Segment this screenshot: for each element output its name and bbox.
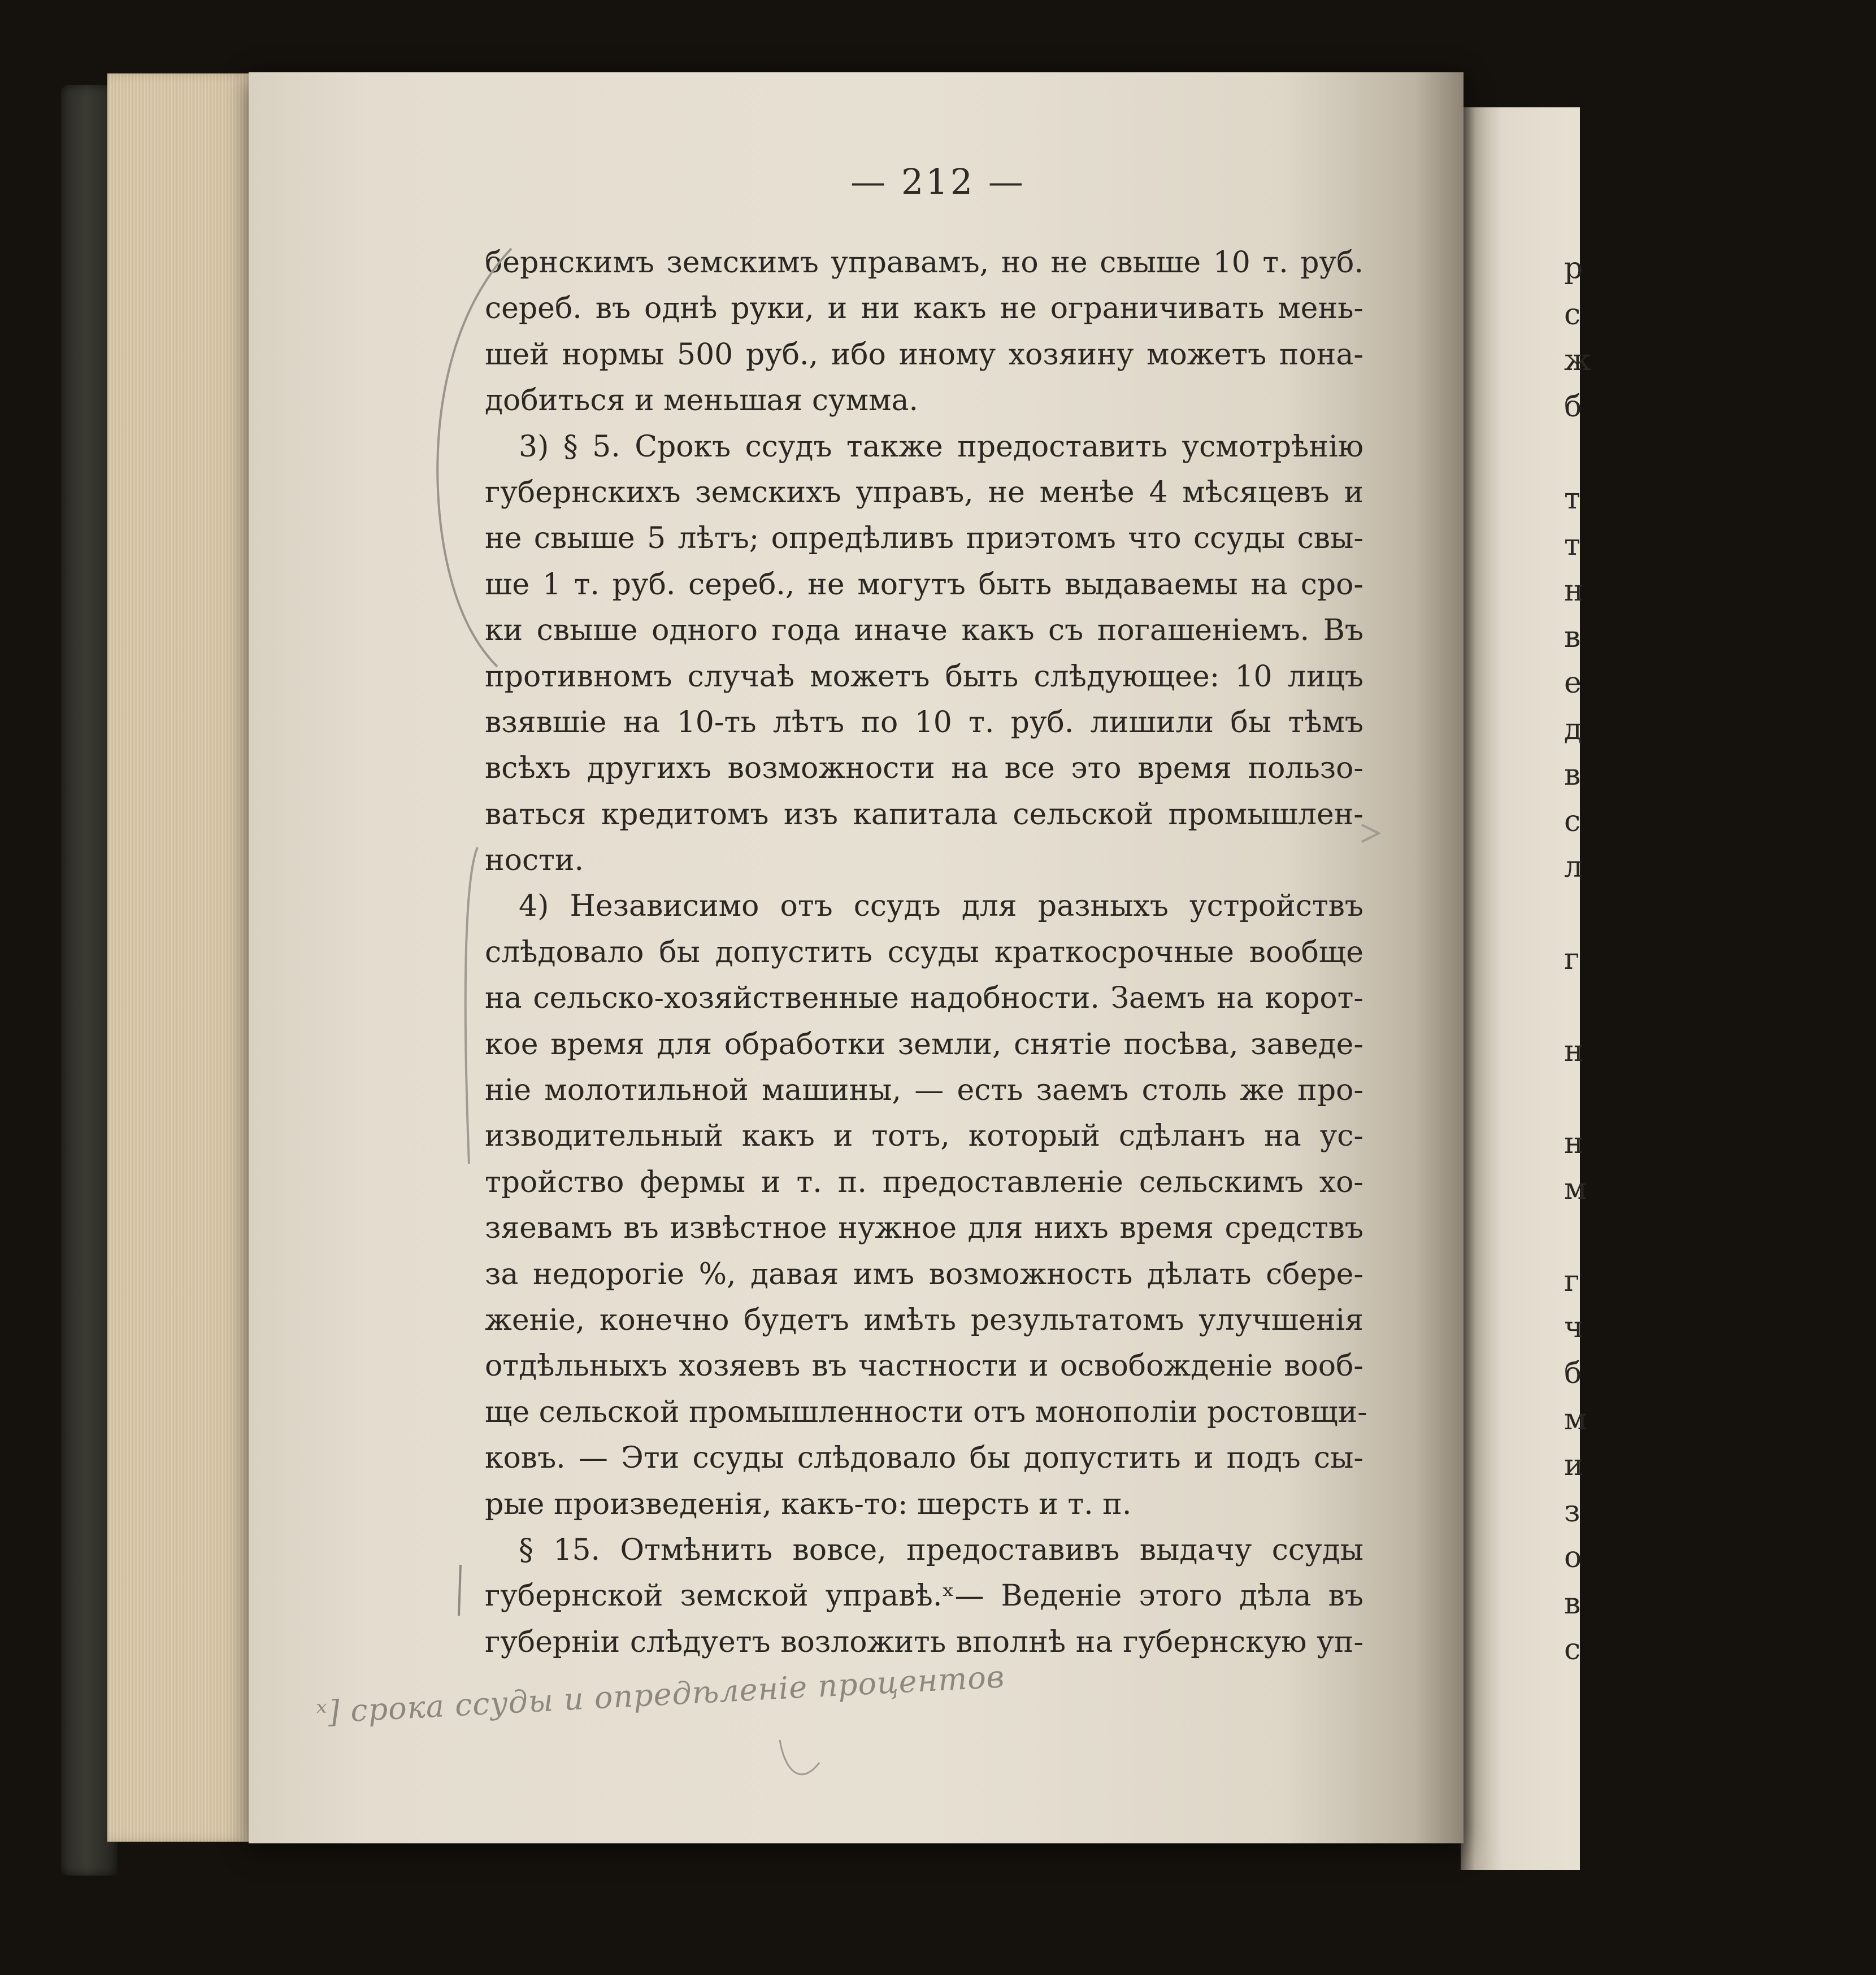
text-line: ваться кредитомъ изъ капитала сельской промышлен- — [485, 797, 1363, 832]
text-line: женіе, конечно будетъ имѣть результатомъ улучшенія — [485, 1303, 1363, 1337]
text-line: рые произведенія, какъ-то: шерсть и т. п. — [485, 1487, 1132, 1521]
facing-page-letter: н — [1564, 1034, 1584, 1068]
text-line: слѣдовало бы допустить ссуды краткосрочные вообще — [485, 935, 1363, 969]
text-line: тройство фермы и т. п. предоставленіе сельскимъ хо- — [485, 1165, 1363, 1199]
text-line: губернскихъ земскихъ управъ, не менѣе 4 мѣсяцевъ и — [485, 475, 1363, 510]
page-number: — 212 — — [850, 161, 1026, 202]
text-line: добиться и меньшая сумма. — [485, 384, 919, 418]
text-line: ше 1 т. руб. сереб., не могутъ быть выдаваемы на сро- — [485, 567, 1363, 602]
text-line: зяевамъ въ извѣстное нужное для нихъ время средствъ — [485, 1211, 1363, 1246]
margin-bracket-mark — [466, 847, 477, 1164]
facing-page-letter: м — [1564, 1172, 1587, 1206]
facing-page-letter: в — [1564, 620, 1581, 654]
text-line: губерніи слѣдуетъ возложить вполнѣ на губернскую уп- — [485, 1625, 1363, 1659]
text-line: § 15. Отмѣнить вовсе, предоставивъ выдачу ссуды — [519, 1533, 1363, 1567]
handwritten-annotation: ˣ] срока ссуды и опредѣленіе процентов — [315, 1659, 1006, 1730]
facing-page-letter: г — [1564, 942, 1580, 976]
facing-page-letter: в — [1564, 758, 1581, 792]
text-line: сереб. въ однѣ руки, и ни какъ не ограничивать мень- — [485, 292, 1363, 326]
facing-page-letter: в — [1564, 1587, 1581, 1621]
facing-page-letter: г — [1564, 1264, 1580, 1298]
facing-page-letter: н — [1564, 1126, 1584, 1160]
facing-page-letter: с — [1564, 804, 1581, 838]
text-line: противномъ случаѣ можетъ быть слѣдующее: 10 лицъ — [485, 659, 1363, 694]
facing-page-letter: д — [1564, 712, 1583, 746]
text-line: ковъ. — Эти ссуды слѣдовало бы допустить и подъ сы- — [485, 1441, 1363, 1476]
text-line: ніе молотильной машины, — есть заемъ столь же про- — [485, 1073, 1363, 1108]
margin-bracket-mark — [437, 249, 511, 667]
facing-page-letter: ч — [1564, 1311, 1584, 1345]
text-line: шей нормы 500 руб., ибо иному хозяину можетъ пона- — [485, 337, 1363, 372]
text-line: ще сельской промышленности отъ монополіи ростовщи- — [485, 1395, 1367, 1429]
text-line: на сельско-хозяйственные надобности. Заемъ на корот- — [485, 981, 1363, 1016]
facing-page-letter: и — [1564, 1448, 1584, 1482]
margin-line-mark — [459, 1565, 461, 1616]
facing-page-letter: е — [1564, 666, 1582, 700]
facing-page-letter: т — [1564, 528, 1580, 562]
text-line: ности. — [485, 843, 584, 878]
facing-page-letter: л — [1564, 850, 1583, 884]
text-line: взявшіе на 10-ть лѣтъ по 10 т. руб. лишили бы тѣмъ — [485, 705, 1363, 739]
text-line: отдѣльныхъ хозяевъ въ частности и освобожденіе вооб- — [485, 1349, 1363, 1384]
text-line: 3) § 5. Срокъ ссудъ также предоставить усмотрѣнію — [519, 429, 1363, 464]
text-line: 4) Независимо отъ ссудъ для разныхъ устройствъ — [519, 889, 1363, 924]
facing-page-letter: н — [1564, 574, 1584, 608]
facing-page-letter: ж — [1564, 343, 1591, 377]
facing-page-letter: б — [1564, 1356, 1582, 1390]
facing-page-letter: м — [1564, 1403, 1587, 1437]
underline-mark — [780, 1740, 819, 1774]
facing-page-letter: о — [1564, 1541, 1582, 1574]
facing-page-letter: т — [1564, 482, 1580, 516]
text-line: не свыше 5 лѣтъ; опредѣливъ приэтомъ что ссуды свы- — [485, 521, 1363, 556]
facing-page-letter: с — [1564, 298, 1581, 332]
text-line: губернской земской управѣ.ˣ— Веденіе этого дѣла въ — [485, 1579, 1363, 1613]
facing-page-letter: р — [1564, 251, 1583, 285]
text-line: изводительный какъ и тотъ, который сдѣланъ на ус- — [485, 1119, 1363, 1154]
text-line: за недорогіе %, давая имъ возможность дѣлать сбере- — [485, 1257, 1363, 1291]
text-line: бернскимъ земскимъ управамъ, но не свыше 10 т. руб. — [485, 246, 1363, 280]
facing-page-letter: с — [1564, 1633, 1581, 1667]
text-line: всѣхъ другихъ возможности на все это время пользо- — [485, 751, 1363, 786]
margin-arrow-mark — [1362, 825, 1379, 842]
text-line: кое время для обработки земли, снятіе посѣва, заведе- — [485, 1027, 1363, 1062]
facing-page-letter: б — [1564, 390, 1582, 424]
text-line: ки свыше одного года иначе какъ съ погашеніемъ. Въ — [485, 614, 1363, 648]
facing-page-letter: з — [1564, 1495, 1580, 1529]
